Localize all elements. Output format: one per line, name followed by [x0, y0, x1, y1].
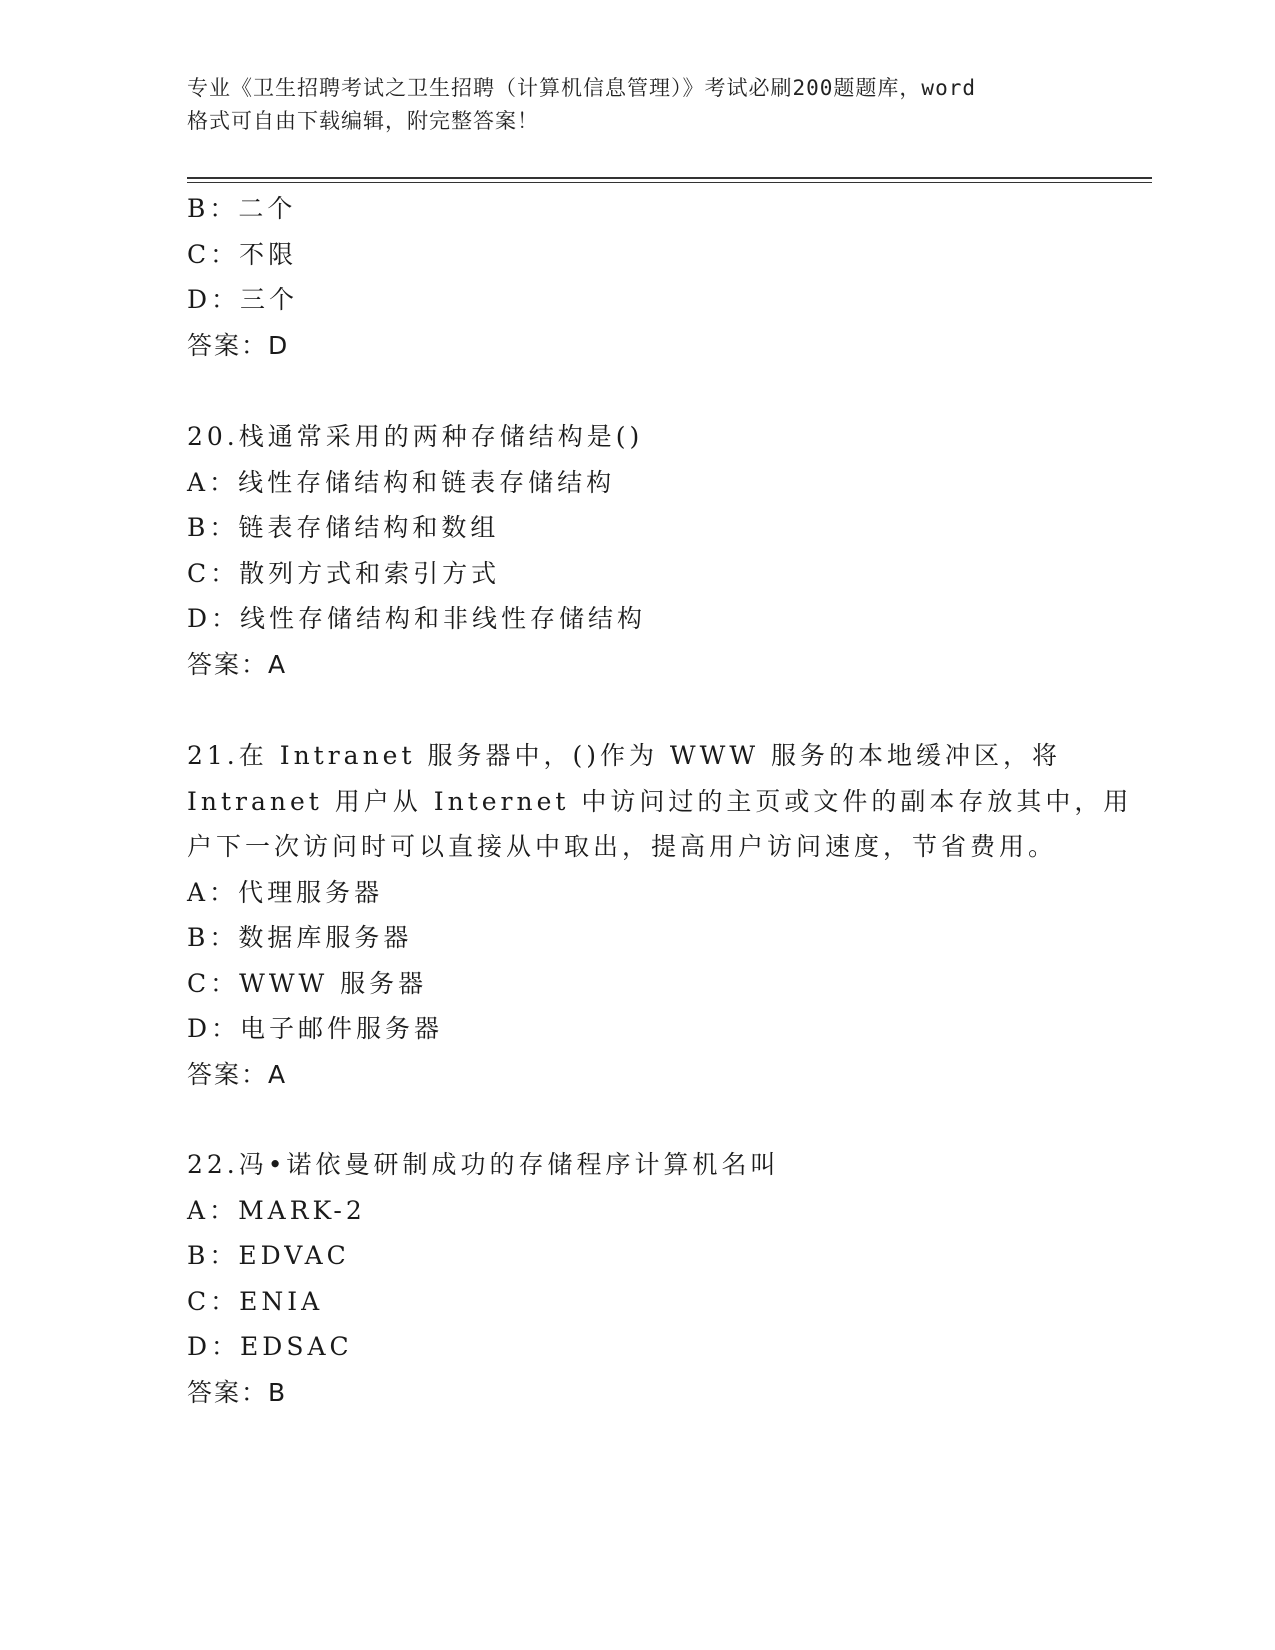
option-c	[187, 1279, 1107, 1325]
option-label: B：	[187, 1241, 239, 1270]
document-header	[187, 72, 1087, 138]
header-divider-thick	[187, 177, 1152, 179]
option-label: C：	[187, 558, 240, 588]
option-text: EDVAC	[238, 1241, 350, 1270]
option-label: D：	[187, 1332, 241, 1361]
option-label: D：	[187, 285, 241, 314]
option-b	[187, 186, 1107, 232]
option-c	[187, 232, 1107, 278]
question-21	[187, 733, 1133, 1097]
option-text: 不限	[239, 239, 298, 269]
option-c	[187, 961, 1107, 1007]
option-a	[187, 1188, 1107, 1234]
answer-line: 答案：B	[187, 1377, 288, 1407]
option-text: 代理服务器	[238, 877, 384, 907]
option-text: 数据库服务器	[238, 923, 413, 952]
question-text: 20.栈通常采用的两种存储结构是()	[187, 422, 644, 451]
option-text: 线性存储结构和非线性存储结构	[240, 604, 647, 633]
option-text: 二个	[238, 194, 297, 223]
option-d	[187, 1324, 1107, 1370]
option-text: 电子邮件服务器	[240, 1014, 444, 1043]
question-22	[187, 1142, 1107, 1415]
header-title-line-2: 格式可自由下载编辑，附完整答案！	[187, 109, 539, 133]
option-c	[187, 551, 1107, 597]
option-label: B：	[187, 194, 239, 223]
option-label: D：	[187, 1014, 241, 1043]
header-title-line-1: 专业《卫生招聘考试之卫生招聘（计算机信息管理）》考试必刷200题题库，word	[187, 76, 976, 100]
option-label: B：	[187, 923, 239, 952]
option-d	[187, 277, 1107, 323]
question-text-line-3: 户下一次访问时可以直接从中取出，提高用户访问速度，节省费用。	[187, 832, 1058, 861]
option-b	[187, 1233, 1107, 1279]
option-d	[187, 596, 1107, 642]
question-text: 22.冯•诺依曼研制成功的存储程序计算机名叫	[187, 1150, 780, 1179]
question-19-continued	[187, 186, 1107, 368]
answer-line: 答案：A	[187, 649, 288, 679]
option-text: 链表存储结构和数组	[238, 513, 500, 542]
question-text-line-2: Intranet 用户从 Internet 中访问过的主页或文件的副本存放其中，用	[187, 786, 1133, 816]
option-label: A：	[187, 877, 239, 907]
option-label: C：	[187, 968, 240, 998]
option-b	[187, 915, 1107, 961]
option-label: B：	[187, 513, 239, 542]
option-label: C：	[187, 239, 240, 269]
option-a	[187, 460, 1107, 506]
answer-line: 答案：D	[187, 330, 290, 360]
option-text: WWW 服务器	[239, 968, 428, 998]
option-text: MARK-2	[238, 1195, 366, 1225]
option-text: EDSAC	[240, 1332, 353, 1361]
option-text: 三个	[240, 285, 299, 314]
header-divider-thin	[187, 182, 1152, 183]
option-label: D：	[187, 604, 241, 633]
option-a	[187, 870, 1107, 916]
answer-line: 答案：A	[187, 1059, 288, 1089]
option-text: 线性存储结构和链表存储结构	[238, 467, 616, 497]
option-label: A：	[187, 1195, 239, 1225]
option-text: 散列方式和索引方式	[239, 558, 501, 588]
option-label: C：	[187, 1286, 240, 1316]
question-text-line-1: 21.在 Intranet 服务器中，()作为 WWW 服务的本地缓冲区，将	[187, 741, 1061, 770]
option-label: A：	[187, 467, 239, 497]
option-d	[187, 1006, 1107, 1052]
option-text: ENIA	[239, 1286, 324, 1316]
option-b	[187, 505, 1107, 551]
question-20	[187, 414, 1107, 687]
